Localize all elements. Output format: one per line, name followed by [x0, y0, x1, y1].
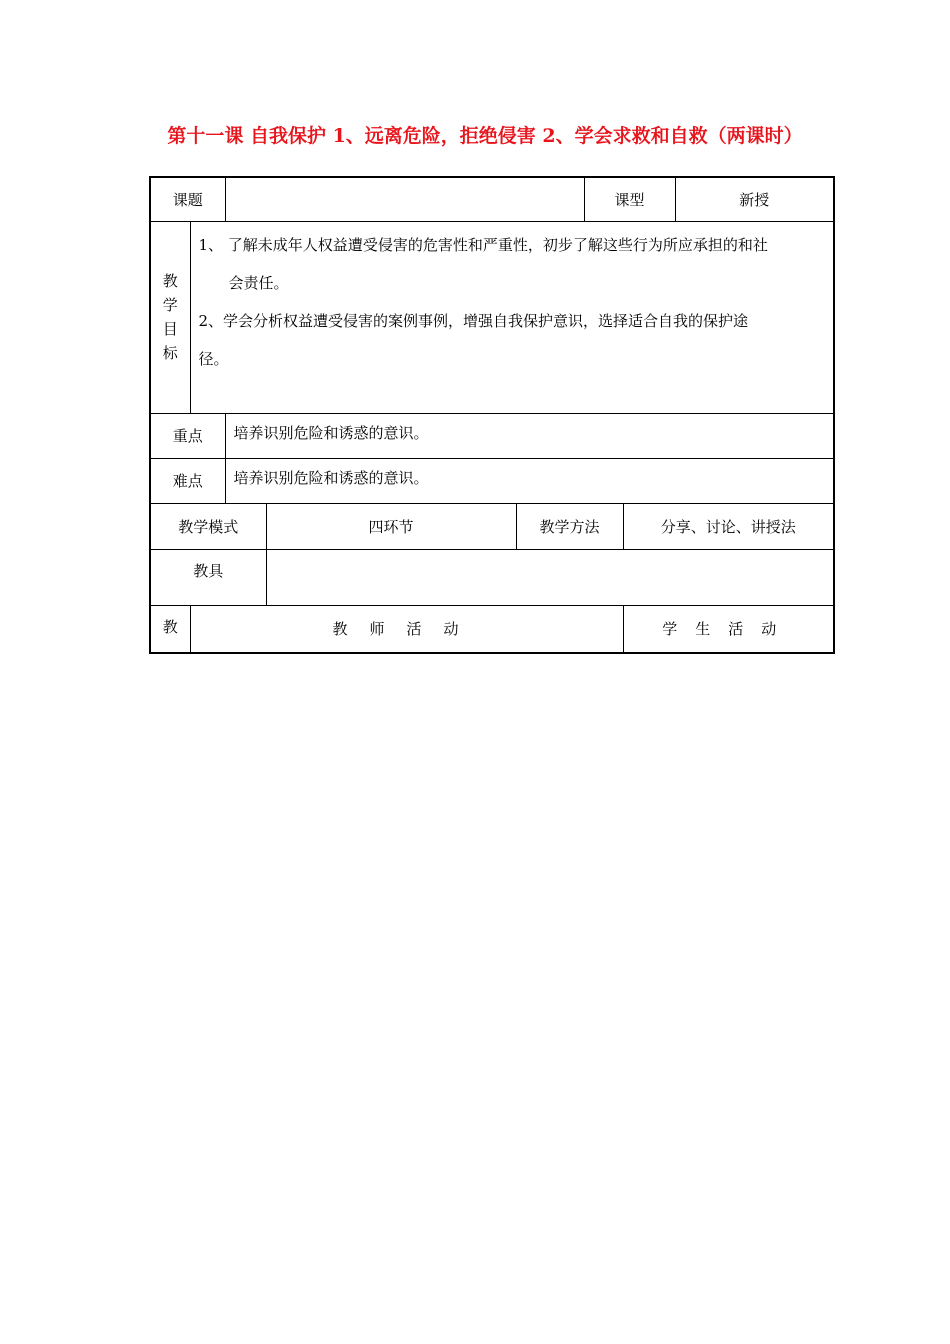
- goal-2-line2: 径。: [198, 349, 229, 368]
- goals-label-char: 学: [162, 295, 178, 314]
- difficulty-value: 培养识别危险和诱惑的意识。: [225, 458, 834, 503]
- topic-label: 课题: [150, 177, 225, 221]
- tools-label: 教具: [150, 549, 266, 605]
- row-tools: [150, 549, 834, 605]
- teacher-activity-text: 教师活动: [332, 620, 481, 639]
- mode-value: 四环节: [266, 503, 516, 549]
- student-activity-text: 学生活动: [662, 620, 795, 639]
- row-key-point: [150, 413, 834, 458]
- goals-label-char: 标: [162, 343, 178, 362]
- teacher-activity-header: [190, 605, 623, 653]
- row-difficulty: [150, 458, 834, 503]
- lesson-plan-table: [149, 176, 835, 654]
- method-label: 教学方法: [516, 503, 623, 549]
- goals-label-char: 目: [162, 319, 178, 338]
- mode-label: 教学模式: [150, 503, 266, 549]
- row-topic: [150, 177, 834, 221]
- key-label: 重点: [150, 413, 225, 458]
- goals-label-char: 教: [162, 271, 178, 290]
- topic-value: [225, 177, 584, 221]
- goals-label: [150, 221, 190, 413]
- student-activity-header: [623, 605, 834, 653]
- goal-2-line1: 2、学会分析权益遭受侵害的案例事例，增强自我保护意识，选择适合自我的保护途: [198, 311, 749, 330]
- goal-1-line1: 1、 了解未成年人权益遭受侵害的危害性和严重性，初步了解这些行为所应承担的和社: [198, 235, 768, 254]
- difficulty-label: 难点: [150, 458, 225, 503]
- method-value: 分享、讨论、讲授法: [623, 503, 834, 549]
- process-label: 教: [150, 605, 190, 653]
- goal-1-line2: 会责任。: [228, 273, 289, 292]
- type-label: 课型: [584, 177, 675, 221]
- row-mode-method: [150, 503, 834, 549]
- tools-value: [266, 549, 834, 605]
- type-value: 新授: [675, 177, 834, 221]
- key-value: 培养识别危险和诱惑的意识。: [225, 413, 834, 458]
- row-process-header: [150, 605, 834, 653]
- page-title: 第十一课 自我保护 1、远离危险，拒绝侵害 2、学会求救和自救（两课时）: [167, 125, 803, 147]
- goals-content: [190, 221, 834, 413]
- row-goals: [150, 221, 834, 413]
